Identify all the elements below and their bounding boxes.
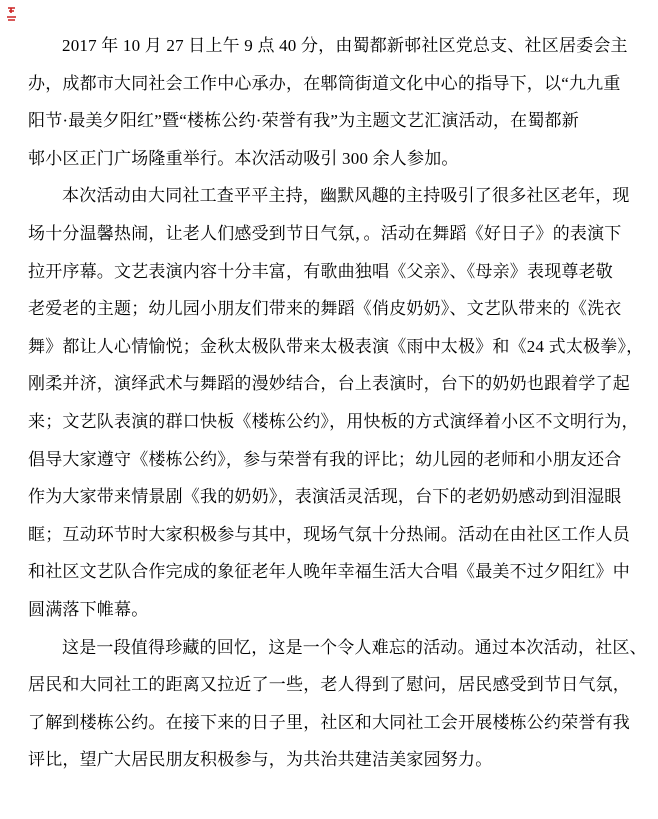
text-line: 来；文艺队表演的群口快板《楼栋公约》，用快板的方式演绎着小区不文明行为， [28,411,639,431]
text-line: 评比，望广大居民朋友积极参与，为共治共建洁美家园努力。 [28,750,493,770]
paragraph [28,177,644,628]
text-line: 作为大家带来情景剧《我的奶奶》，表演活灵活现，台下的老奶奶感动到泪湿眼 [28,487,622,507]
text-line: 邨小区正门广场隆重举行。本次活动吸引 300 余人参加。 [28,148,459,168]
text-line: 拉开序幕。文艺表演内容十分丰富，有歌曲独唱《父亲》、《母亲》表现尊老敬 [28,261,613,281]
text-line: 倡导大家遵守《楼栋公约》，参与荣誉有我的评比；幼儿园的老师和小朋友还合 [28,449,622,469]
text-line: 圆满落下帷幕。 [28,599,149,619]
text-line: 这是一段值得珍藏的回忆，这是一个令人难忘的活动。通过本次活动，社区、 [62,637,647,657]
text-line: 和社区文艺队合作完成的象征老年人晚年幸福生活大合唱《最美不过夕阳红》中 [28,562,630,582]
text-line: 本次活动由大同社工查平平主持，幽默风趣的主持吸引了很多社区老年，现 [62,186,630,206]
text-line: 舞》都让人心情愉悦；金秋太极队带来太极表演《雨中太极》和《24 式太极拳》， [28,336,644,356]
red-watermark-icon [6,6,21,23]
paragraph [28,27,632,177]
text-line: 办，成都市大同社会工作中心承办，在郫筒街道文化中心的指导下，以“九九重 [28,73,621,93]
text-line: 刚柔并济，演绎武术与舞蹈的漫妙结合，台上表演时，台下的奶奶也跟着学了起 [28,374,630,394]
text-line: 了解到楼栋公约。在接下来的日子里，社区和大同社工会开展楼栋公约荣誉有我 [28,712,630,732]
text-line: 2017 年 10 月 27 日上午 9 点 40 分，由蜀都新邨社区党总支、社区居委会主 [62,36,628,55]
text-line: 居民和大同社工的距离又拉近了一些，老人得到了慰问，居民感受到节日气氛， [28,675,630,695]
text-line: 场十分温馨热闹，让老人们感受到节日气氛，。活动在舞蹈《好日子》的表演下 [28,223,622,243]
paragraph [28,629,647,779]
text-line: 老爱老的主题；幼儿园小朋友们带来的舞蹈《俏皮奶奶》、文艺队带来的《洗衣 [28,299,622,319]
document-content [28,27,647,779]
text-line: 眶；互动环节时大家积极参与其中，现场气氛十分热闹。活动在由社区工作人员 [28,524,630,544]
text-line: 阳节·最美夕阳红”暨“楼栋公约·荣誉有我”为主题文艺汇演活动，在蜀都新 [28,111,579,131]
